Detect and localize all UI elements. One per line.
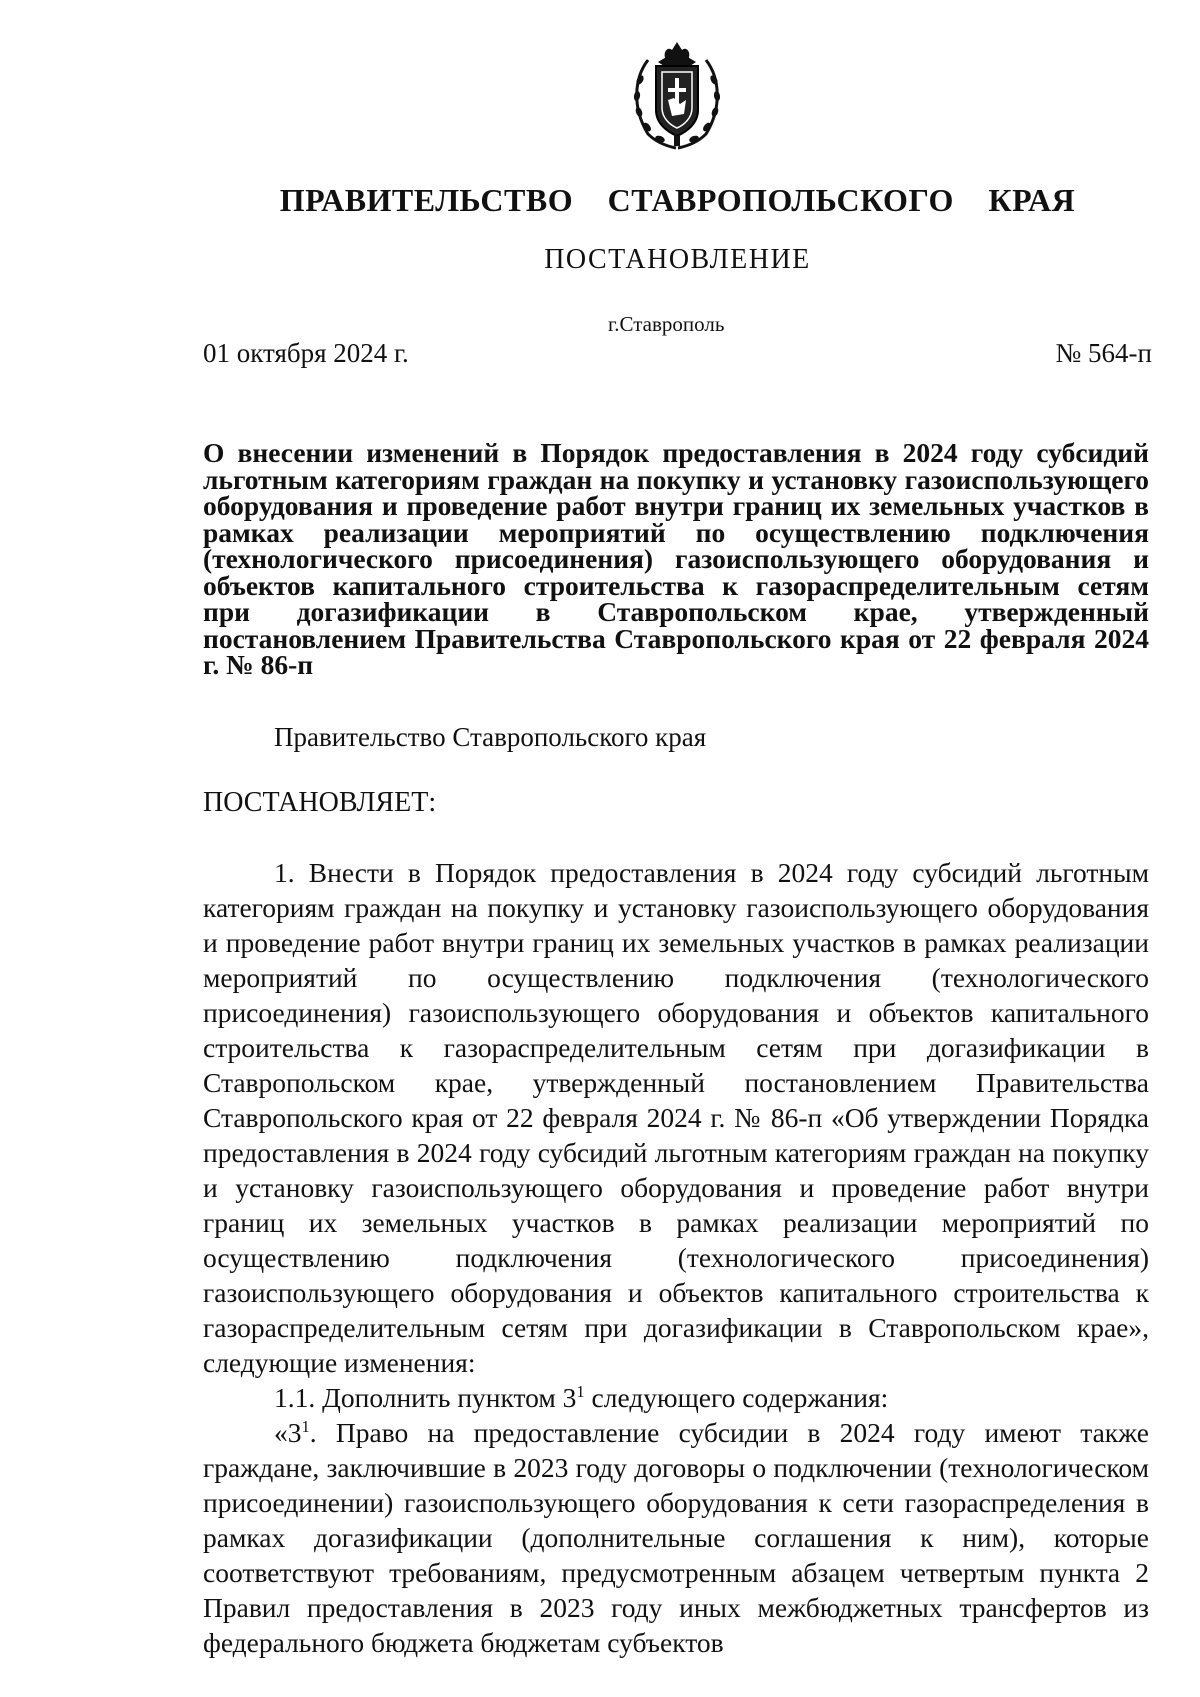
superscript: 1 [576,1381,585,1401]
paragraph-1-1 [203,1380,1149,1415]
paragraph-1: 1. Внести в Порядок предоставления в 2024 году субсидий льготным категориям граждан на покупку и установку газоиспользующего оборудования и проведение работ внутри границ их земельных участков в рамках реализации мероприятий по осуществлению подключения (технологического присоединения) газоиспользующего оборудования и объектов капитального строительства к газораспределительным сетям при догазификации в Ставропольском крае, утвержденный постановлением Правительства Ставропольского края от 22 февраля 2024 г. № 86-п «Об утверждении Порядка предоставления в 2024 году субсидий льготным категориям граждан на покупку и установку газоиспользующего оборудования и проведение работ внутри границ их земельных участков в рамках реализации мероприятий по осуществлению подключения (технологического присоединения) газоиспользующего оборудования и объектов капитального строительства к газораспределительным сетям при догазификации в Ставропольском крае», следующие изменения: [203,857,1149,1378]
paragraph-3-1-text: «3 [274,1417,302,1448]
superscript: 1 [301,1416,310,1436]
city: г.Ставрополь [608,312,725,336]
paragraph-1-1-text: 1.1. Дополнить пунктом 3 [274,1382,577,1413]
document-date: 01 октября 2024 г. [203,338,409,368]
issuing-authority: Правительство Ставропольского края [274,722,707,752]
government-title: ПРАВИТЕЛЬСТВО СТАВРОПОЛЬСКОГО КРАЯ [279,182,1076,218]
document-body [203,855,1149,1660]
resolves-heading: ПОСТАНОВЛЯЕТ: [203,787,437,818]
paragraph-3-1 [203,1415,1149,1660]
stavropol-coat-of-arms-icon [628,38,726,150]
document-type: ПОСТАНОВЛЕНИЕ [544,244,811,275]
document-subject: О внесении изменений в Порядок предоставления в 2024 году субсидий льготным категориям граждан на покупку и установку газоиспользующего оборудования и проведение работ внутри границ их земельных участков в рамках реализации мероприятий по осуществлению подключения (технологического присоединения) газоиспользующего оборудования и объектов капитального строительства к газораспределительным сетям при догазификации в Ставропольском крае, утвержденный постановлением Правительства Ставропольского края от 22 февраля 2024 г. № 86-п [203,437,1149,680]
document-number: № 564-п [1055,338,1152,368]
paragraph-1-1-text-end: следующего содержания: [584,1382,889,1413]
paragraph-3-1-text-end: . Право на предоставление субсидии в 2024 году имеют также граждане, заключившие в 2023 году договоры о подключении (технологическом присоединении) газоиспользующего оборудования к сети газораспределения в рамках догазификации (дополнительные соглашения к ним), которые соответствуют требованиям, предусмотренным абзацем четвертым пункта 2 Правил предоставления в 2023 году иных межбюджетных трансфертов из федерального бюджета бюджетам субъектов [203,1417,1149,1658]
